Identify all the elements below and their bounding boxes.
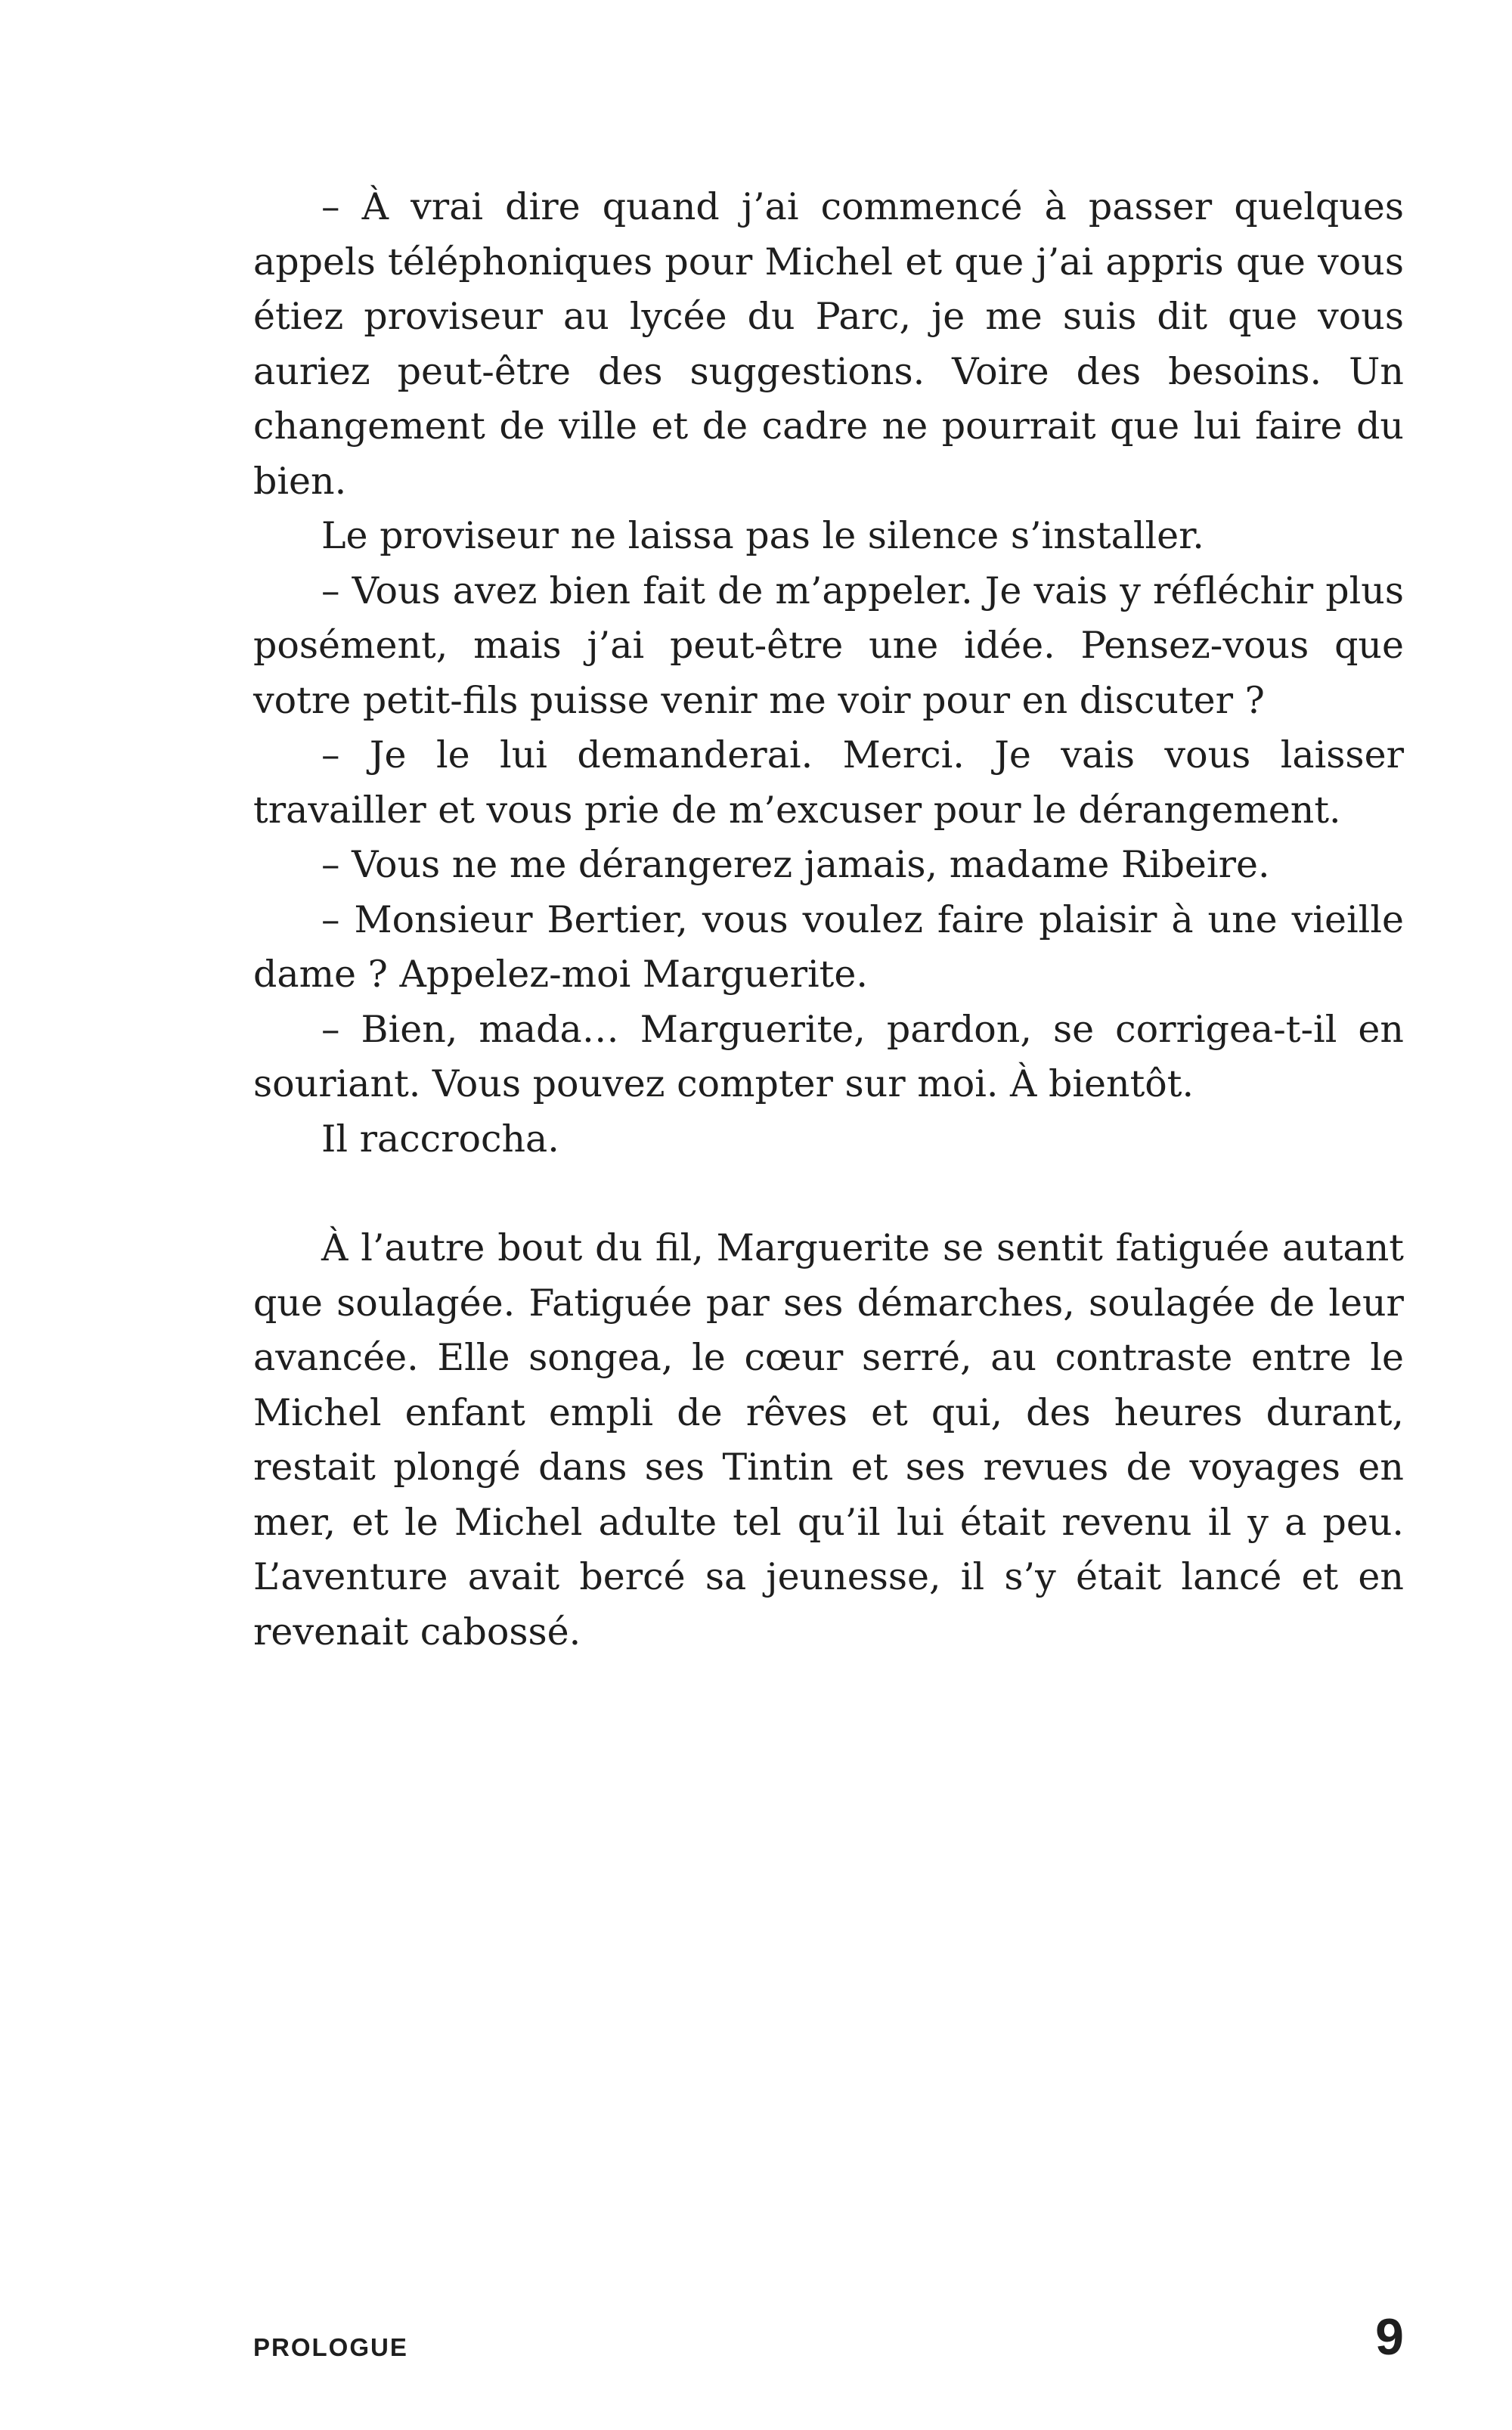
paragraph: – À vrai dire quand j’ai commencé à passer quelques appels téléphoniques pour Michel et que j’ai appris que vous étiez proviseur au lycée du Parc, je me suis dit que vous auriez peut-être des suggestions. Voire des besoins. Un changement de ville et de cadre ne pourrait que lui faire du bien.	[253, 185, 1404, 503]
paragraph: – Monsieur Bertier, vous voulez faire plaisir à une vieille dame ? Appelez-moi Marguerite.	[253, 897, 1404, 996]
paragraph: – Bien, mada… Marguerite, pardon, se corrigea-t-il en souriant. Vous pouvez compter sur moi. À bientôt.	[253, 1007, 1404, 1105]
paragraph: Il raccrocha.	[321, 1117, 559, 1161]
paragraph: – Je le lui demanderai. Merci. Je vais vous laisser travailler et vous prie de m’excuser pour le dérangement.	[253, 733, 1404, 832]
paragraph: – Vous ne me dérangerez jamais, madame Ribeire.	[321, 843, 1270, 886]
page-number: 9	[1375, 2308, 1404, 2366]
body-text	[253, 180, 1404, 1660]
paragraph: – Vous avez bien fait de m’appeler. Je vais y réfléchir plus posément, mais j’ai peut-être une idée. Pensez-vous que votre petit-fils puisse venir me voir pour en discuter ?	[253, 569, 1404, 722]
paragraph: À l’autre bout du fil, Marguerite se sentit fatiguée autant que soulagée. Fatiguée par ses démarches, soulagée de leur avancée. Elle songea, le cœur serré, au contraste entre le Michel enfant empli de rêves et qui, des heures durant, restait plongé dans ses Tintin et ses revues de voyages en mer, et le Michel adulte tel qu’il lui était revenu il y a peu. L’aventure avait bercé sa jeunesse, il s’y était lancé et en revenait cabossé.	[253, 1226, 1404, 1654]
paragraph: Le proviseur ne laissa pas le silence s’installer.	[321, 514, 1204, 557]
running-footer-section: PROLOGUE	[253, 2333, 408, 2361]
